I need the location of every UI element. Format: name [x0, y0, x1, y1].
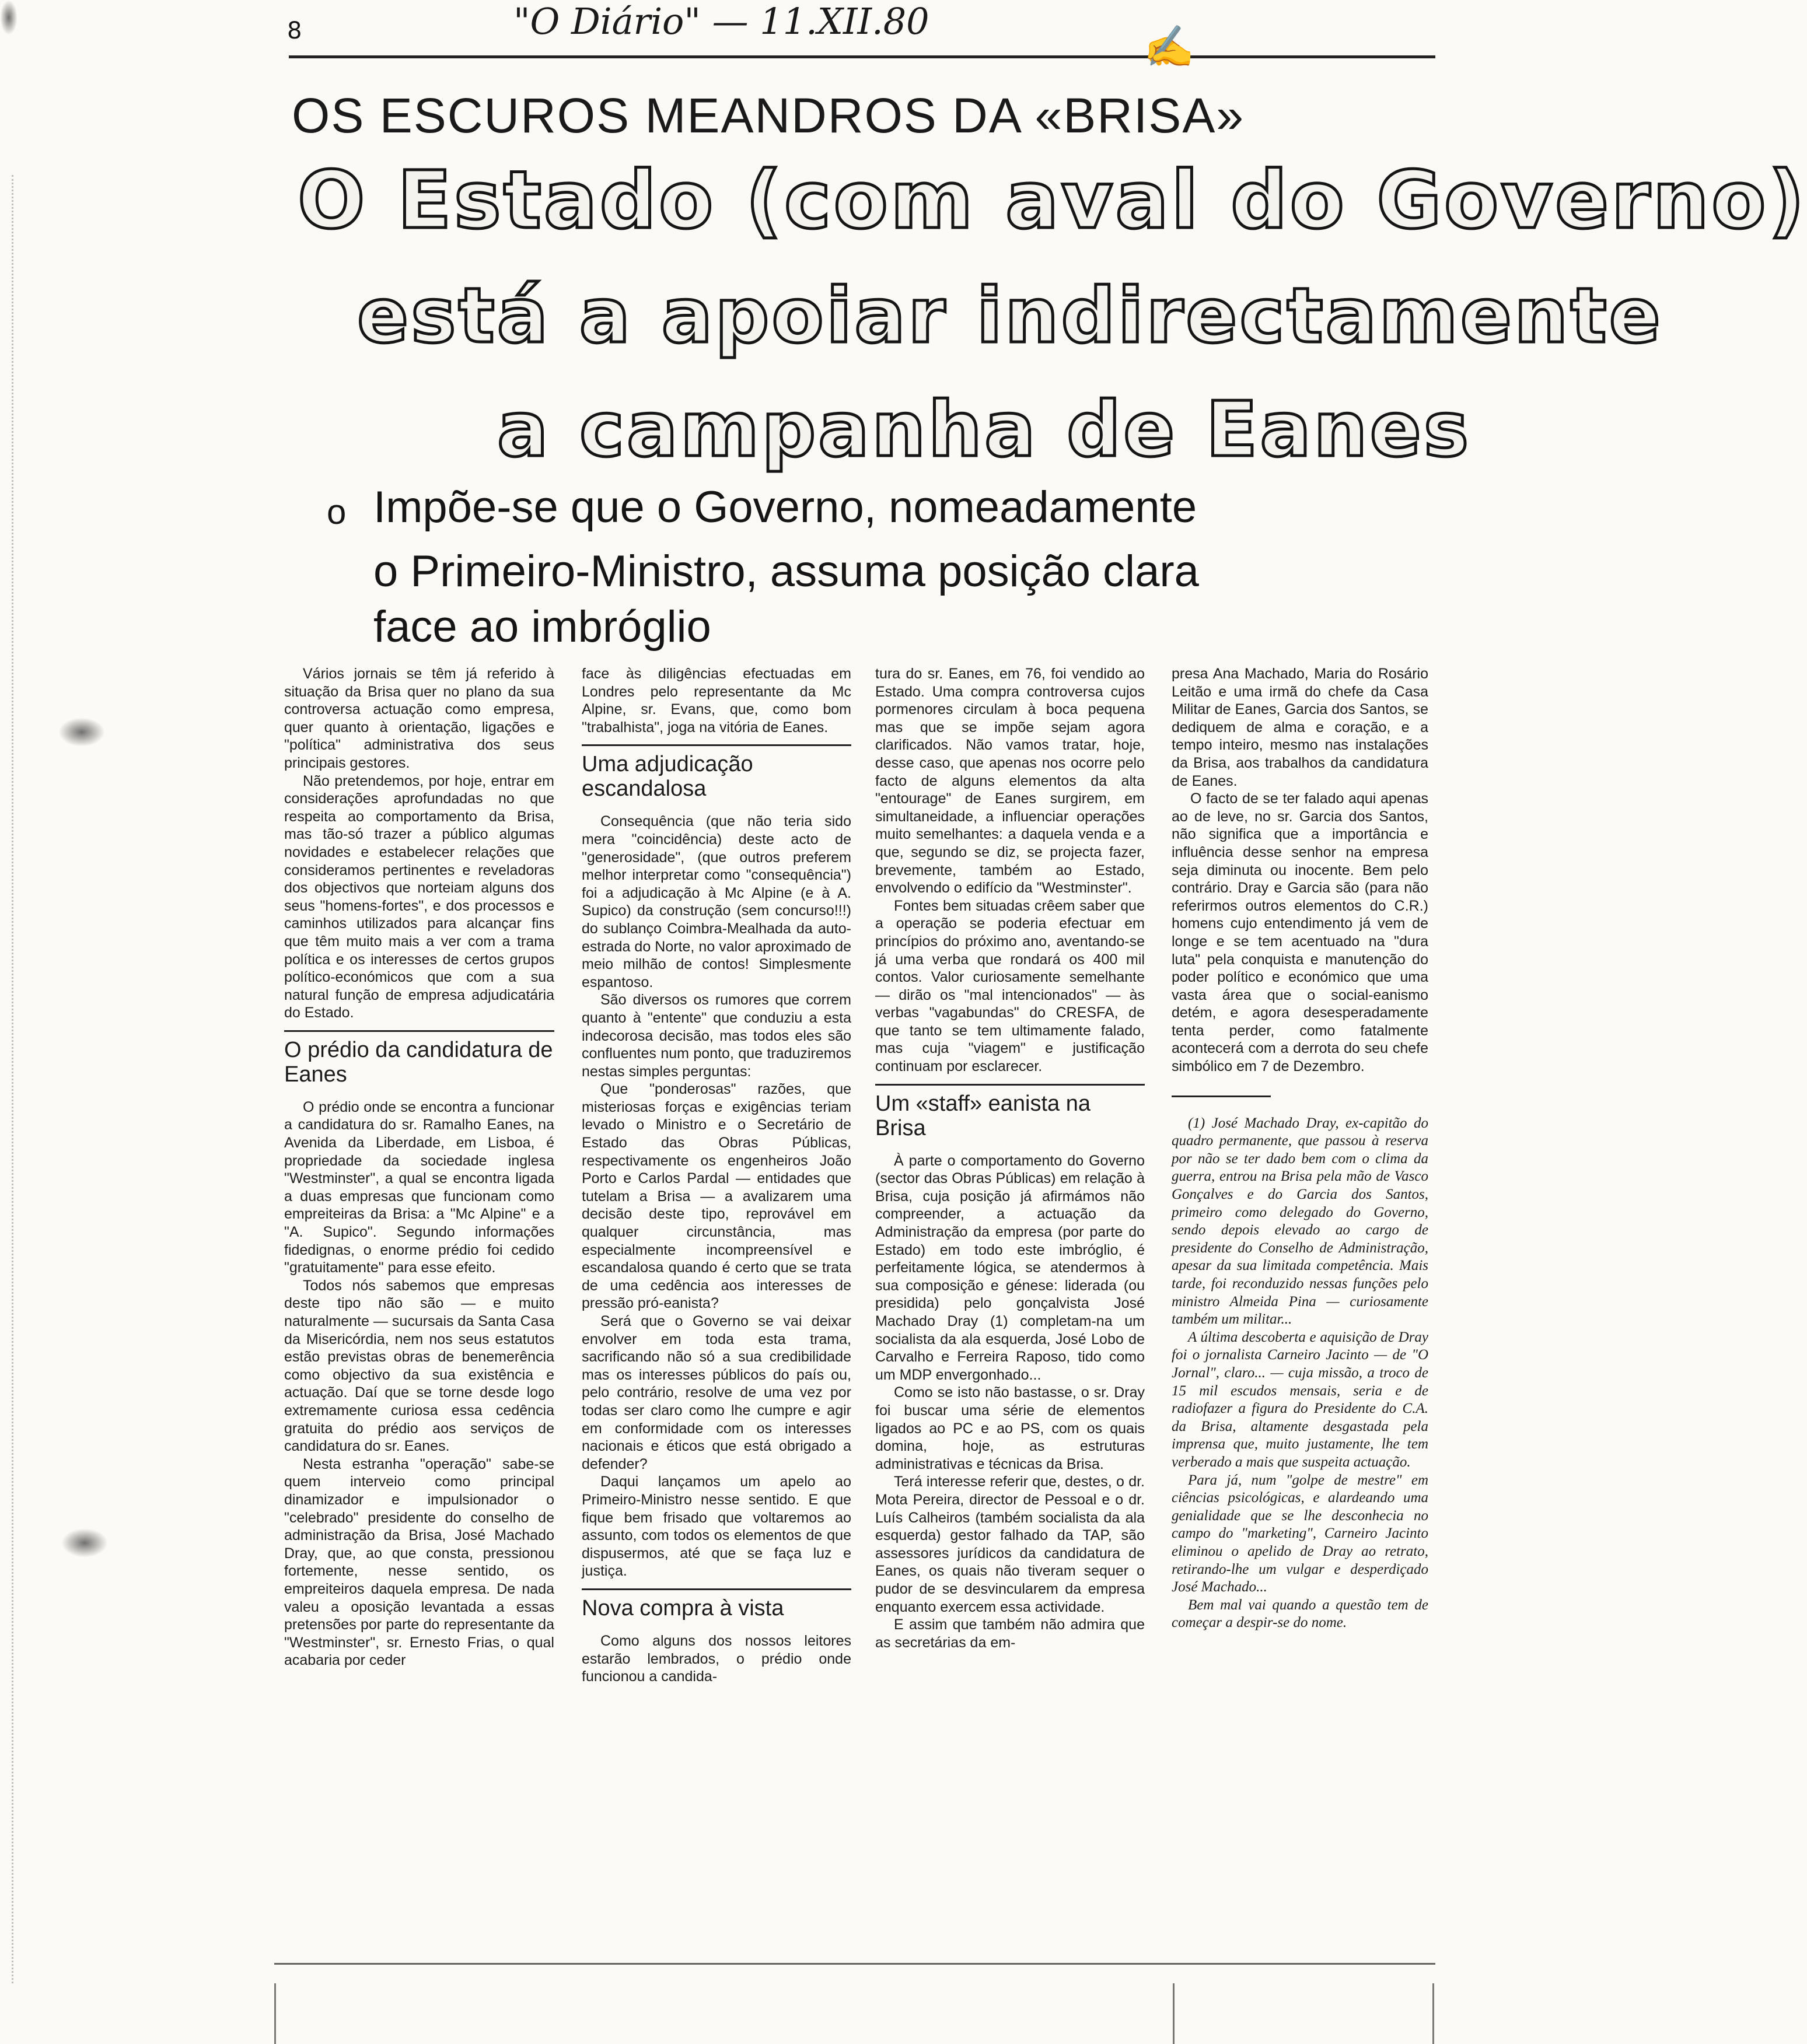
paragraph: Será que o Governo se vai deixar envolver em toda esta trama, sacrificando não só a sua credibilidade mas os interesses públicos do país ou, pelo contrário, resolve de uma vez por todas ser claro como lhe cumpre e agir em conformidade com os interesses nacionais e éticos que está obrigado a defender?	[582, 1313, 851, 1472]
headline-line-1: O Estado (com aval do Governo)	[298, 155, 1807, 247]
paragraph: presa Ana Machado, Maria do Rosário Leitão e uma irmã do chefe da Casa Militar de Eanes, Garcia dos Santos, se dediquem de alma e coração, e a tempo inteiro, mesmo nas instalações da Brisa, aos trabalhos da candidatura de Eanes.	[1172, 666, 1428, 789]
headline-line-3: a campanha de Eanes	[497, 385, 1472, 474]
paragraph: Vários jornais se têm já referido à situação da Brisa quer no plano da sua controversa actuação como empresa, quer quanto à orientação, ligações e "política" administrativa dos seus principais gestores.	[284, 666, 554, 771]
bottom-box-line-left	[274, 1983, 276, 2044]
footnote-paragraph: Para já, num "golpe de mestre" em ciências psicológicas, e alardeando uma genialidade que se lhe desconhecia no campo do "marketing", Carneiro Jacinto eliminou o apelido de Dray ao retrato, retirando-lhe um vulgar e desperdiçado José Machado...	[1172, 1472, 1428, 1595]
footnote-paragraph: Bem mal vai quando a questão tem de começar a despir-se do nome.	[1172, 1597, 1428, 1631]
paragraph: Que "ponderosas" razões, que misteriosas forças e exigências teriam levado o Ministro e o Secretário de Estado das Obras Públicas, respectivamente os engenheiros João Porto e Carlos Pardal — entidades que tutelam a Brisa — a avalizarem uma decisão deste tipo, reprovável em qualquer circunstância, mas especialmente incompreensível e escandalosa quando é certo que se trata de uma cedência aos interesses de pressão pró-eanista?	[582, 1081, 851, 1312]
paragraph: Daqui lançamos um apelo ao Primeiro-Ministro nesse sentido. E que fique bem frisado que voltaremos ao assunto, com todos os elementos de que dispusermos, até que se faça luz e justiça.	[582, 1474, 851, 1580]
subheadline-bullet: o	[327, 492, 347, 531]
paragraph: Fontes bem situadas crêem saber que a operação se poderia efectuar em princípios do próximo ano, aventando-se já uma verba que rondará os 400 mil contos. Valor curiosamente semelhante — dirão os "mal intencionados" — às verbas "vagabundas" do CRESFA, de que tanto se tem ultimamente falado, mas cuja "viagem" e justificação continuam por esclarecer.	[875, 897, 1145, 1075]
article-column-3	[875, 665, 1145, 1651]
page-number: 8	[287, 18, 302, 44]
headline-line-2: está a apoiar indirectamente	[357, 271, 1663, 360]
section-heading-nova-compra: Nova compra à vista	[582, 1588, 851, 1620]
header-sketch-icon: ✍	[1144, 24, 1195, 69]
paragraph: Não pretendemos, por hoje, entrar em considerações aprofundadas no que respeita ao comportamento da Brisa, mas tão-só trazer a público algumas novidades e estabelecer relações que consideramos pertinentes e reveladoras dos objectivos que norteiam alguns dos seus "homens-fortes", e dos processos e caminhos utilizados para alcançar fins que têm muito mais a ver com a trama política e os interesses de certos grupos político-económicos que com a sua natural função de empresa adjudicatária do Estado.	[284, 772, 554, 1021]
bottom-rule	[274, 1963, 1435, 1965]
paragraph: O facto de se ter falado aqui apenas ao de leve, no sr. Garcia dos Santos, não significa que a importância e influência desse senhor na empresa seja diminuta ou inocente. Bem pelo contrário. Dray e Garcia são (para não referirmos outros elementos do C.R.) homens cujo entendimento já vem de longe e se tem acentuado na "dura luta" pela conquista e manutenção do poder político e económico que uma vasta área que o social-eanismo detém, e agora desesperadamente tenta perder, como fatalmente acontecerá com a derrota do seu chefe simbólico em 7 de Dezembro.	[1172, 790, 1428, 1075]
article-column-1	[284, 665, 554, 1670]
scan-smudge-hole-2	[61, 1528, 108, 1558]
paragraph: São diversos os rumores que correm quanto à "entente" que conduziu a esta indecorosa decisão, mas todos eles são confluentes num ponto, que traduziremos nestas simples perguntas:	[582, 992, 851, 1080]
paragraph: Terá interesse referir que, destes, o dr. Mota Pereira, director de Pessoal e o dr. Luís Calheiros (também socialista da ala esquerda) gestor falhado da TAP, são assessores jurídicos da candidatura de Eanes, os quais não tiveram sequer o pudor de se desvincularem da empresa enquanto exercem essa actividade.	[875, 1474, 1145, 1615]
paragraph: À parte o comportamento do Governo (sector das Obras Públicas) em relação à Brisa, cuja posição já afirmámos não compreender, a actuação da Administração da empresa (por parte do Estado) em todo este imbróglio, é perfeitamente lógica, se atendermos à sua composição e génese: liderada (ou presidida) pelo gonçalvista José Machado Dray (1) completam-na um socialista da ala esquerda, José Lobo de Carvalho e Ferreira Raposo, tido como um MDP envergonhado...	[875, 1152, 1145, 1383]
article-column-4	[1172, 665, 1428, 1632]
paragraph: Nesta estranha "operação" sabe-se quem interveio como principal dinamizador e impulsionador o "celebrado" presidente do conselho de administração da Brisa, José Machado Dray, que, ao que consta, pressionou fortemente, nesse sentido, os empreiteiros daquela empresa. De nada valeu a oposição levantada a essas pretensões por parte do representante da "Westminster", sr. Ernesto Frias, o qual acabaria por ceder	[284, 1455, 554, 1669]
paragraph: Como se isto não bastasse, o sr. Dray foi buscar uma série de elementos ligados ao PC e ao PS, com os quais domina, hoje, as estruturas administrativas e técnicas da Brisa.	[875, 1384, 1145, 1472]
kicker-title: OS ESCUROS MEANDROS DA «BRISA»	[292, 88, 1245, 143]
paragraph: tura do sr. Eanes, em 76, foi vendido ao Estado. Uma compra controversa cujos pormenores circulam à boca pequena mas que se impõe sejam agora clarificados. Não vamos tratar, hoje, desse caso, que apenas nos ocorre pelo facto de alguns elementos da alta "entourage" de Eanes surgirem, em simultaneidade, a influenciar operações muito semelhantes: a daquela venda e a que, segundo se diz, se projecta fazer, brevemente, também ao Estado, envolvendo o edifício da "Westminster".	[875, 666, 1145, 897]
paragraph: O prédio onde se encontra a funcionar a candidatura do sr. Ramalho Eanes, na Avenida da Liberdade, em Lisboa, é propriedade da sociedade inglesa "Westminster", a qual se encontra ligada a duas empresas que funcionam como empreiteiras da Brisa: a "Mc Alpine" e a "A. Supico". Segundo informações fidedignas, o enorme prédio foi cedido "gratuitamente" para esse efeito.	[284, 1098, 554, 1276]
footnote-divider	[1172, 1096, 1271, 1097]
scan-smudge-hole-1	[58, 718, 105, 747]
scan-dotted-margin	[12, 175, 13, 1983]
bottom-box-line-far	[1432, 1983, 1434, 2044]
article-column-2	[582, 665, 851, 1686]
header-rule	[289, 55, 1435, 58]
subheadline-line-3: face ao imbróglio	[373, 602, 711, 652]
paragraph: Todos nós sabemos que empresas deste tipo não são — e muito naturalmente — sucursais da Santa Casa da Misericórdia, nem nos seus estatutos estão previstas obras de benemerência como objectivo da sua existência e actuação. Daí que se torne desde logo extremamente curiosa essa cedência gratuita do prédio aos serviços de candidatura do sr. Eanes.	[284, 1277, 554, 1455]
paragraph: Como alguns dos nossos leitores estarão lembrados, o prédio onde funcionou a candida-	[582, 1632, 851, 1685]
subheadline-line-2: o Primeiro-Ministro, assuma posição clara	[373, 547, 1199, 596]
bottom-box-line-right	[1173, 1983, 1175, 2044]
section-heading-adjudicacao: Uma adjudicação escandalosa	[582, 744, 851, 801]
footnote-paragraph: A última descoberta e aquisição de Dray foi o jornalista Carneiro Jacinto — de "O Jornal", claro... — cuja missão, a troco de 15 mil escudos mensais, seria e de radiofazer a figura do Presidente do C.A. da Brisa, altamente desgastada pela imprensa que, muito justamente, lhe tem verberado a mais que suspeita actuação.	[1172, 1329, 1428, 1470]
handwritten-source-note: "O Diário" — 11.XII.80	[513, 0, 929, 43]
section-heading-predio: O prédio da candidatura de Eanes	[284, 1030, 554, 1087]
paragraph: E assim que também não admira que as secretárias da em-	[875, 1616, 1145, 1651]
paragraph: Consequência (que não teria sido mera "coincidência) deste acto de "generosidade", (que outros preferem melhor interpretar como "consequência") foi a adjudicação à Mc Alpine (e à A. Supico) da construção (sem concurso!!!) do sublanço Coimbra-Mealhada da auto-estrada do Norte, no valor aproximado de meio milhão de contos! Simplesmente espantoso.	[582, 813, 851, 991]
section-heading-staff: Um «staff» eanista na Brisa	[875, 1084, 1145, 1140]
paragraph: face às diligências efectuadas em Londres pelo representante da Mc Alpine, sr. Evans, que, como bom "trabalhista", joga na vitória de Eanes.	[582, 666, 851, 736]
footnote-paragraph: (1) José Machado Dray, ex-capitão do quadro permanente, que passou à reserva por não se ter dado bem com o clima da guerra, entrou na Brisa pela mão de Vasco Gonçalves e do Garcia dos Santos, primeiro como delegado do Governo, sendo depois elevado ao cargo de presidente do Conselho de Administração, apesar da sua limitada competência. Mais tarde, foi reconduzido nessas funções pelo ministro Almeida Pina — curiosamente também um militar...	[1172, 1115, 1428, 1328]
scan-smudge-top-left	[0, 0, 18, 35]
subheadline-line-1: Impõe-se que o Governo, nomeadamente	[373, 482, 1197, 532]
footnote	[1172, 1115, 1428, 1632]
